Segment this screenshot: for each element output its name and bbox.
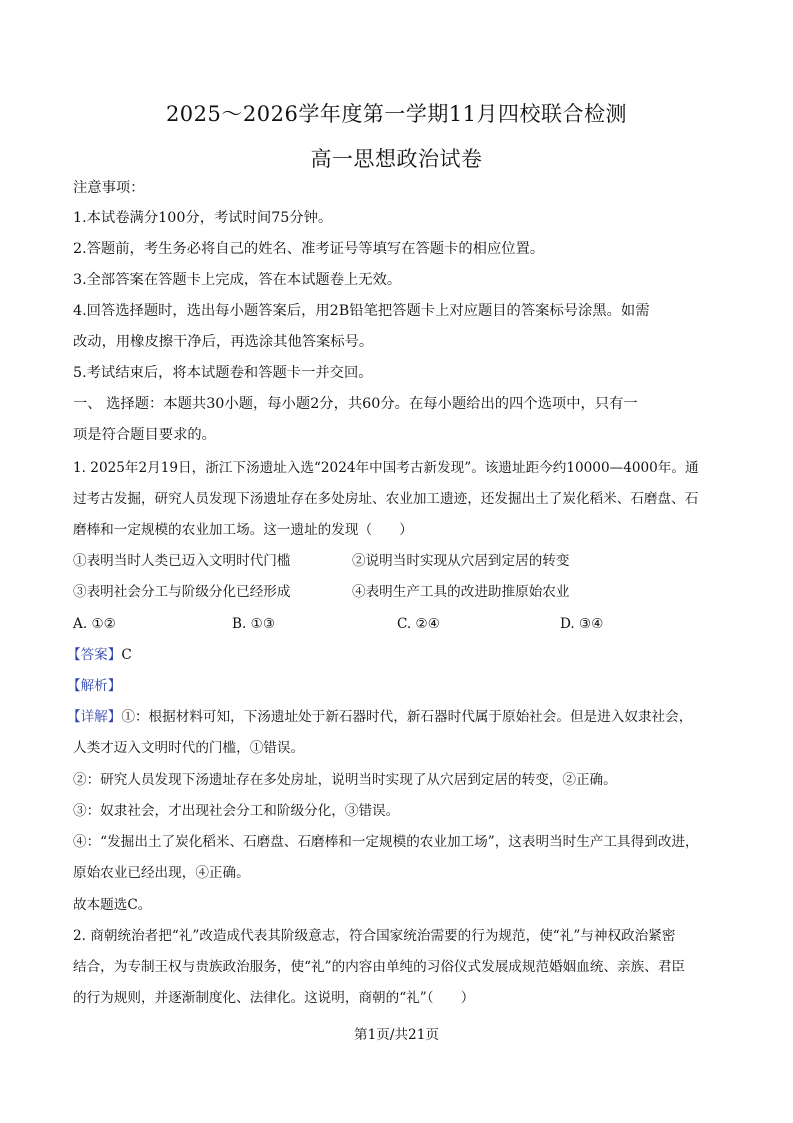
- answer-tag: 【答案】: [67, 647, 122, 663]
- exam-title: 2025～2026学年度第一学期11月四校联合检测: [165, 102, 628, 126]
- detail-line: ③：奴隶社会，才出现社会分工和阶级分化，③错误。: [73, 803, 400, 819]
- question-1-stem: 1. 2025年2月19日，浙江下汤遗址入选“2024年中国考古新发现”。该遗址距今约10000—4000年。通: [73, 460, 699, 476]
- detail-line: ②：研究人员发现下汤遗址存在多处房址，说明当时实现了从穴居到定居的转变，②正确。: [73, 772, 617, 788]
- choice-a: A. ①②: [73, 616, 116, 632]
- question-2-stem: 2. 商朝统治者把“礼”改造成代表其阶级意志，符合国家统治需要的行为规范，使“礼”与神权政治紧密: [73, 928, 676, 944]
- note-item: 3.全部答案在答题卡上完成，答在本试题卷上无效。: [73, 272, 402, 288]
- statement-4: ④表明生产工具的改进助推原始农业: [352, 584, 570, 600]
- choice-d: D. ③④: [560, 616, 604, 632]
- detail-line: 人类才迈入文明时代的门槛，①错误。: [73, 740, 305, 756]
- statement-1: ①表明当时人类已迈入文明时代门槛: [73, 553, 291, 569]
- note-item: 4.回答选择题时，选出每小题答案后，用2B铅笔把答题卡上对应题目的答案标号涂黑。如需: [73, 303, 650, 319]
- question-1-stem: 过考古发掘，研究人员发现下汤遗址存在多处房址、农业加工遗迹，还发掘出土了炭化稻米、石磨盘、石: [73, 491, 699, 507]
- notes-heading: 注意事项：: [73, 180, 145, 196]
- choice-c: C. ②④: [397, 616, 440, 632]
- answer-row: [67, 645, 132, 665]
- detail-row: [67, 707, 692, 727]
- page-footer: 第1页/共21页: [354, 1027, 439, 1043]
- section-heading: 一、 选择题：本题共30小题，每小题2分，共60分。在每小题给出的四个选项中，只有一: [73, 396, 638, 412]
- question-1-stem: 磨棒和一定规模的农业加工场。这一遗址的发现（ ）: [73, 522, 413, 538]
- detail-line: ④：“发掘出土了炭化稻米、石磨盘、石磨棒和一定规模的农业加工场”，这表明当时生产工具得到改进，: [73, 834, 699, 850]
- note-item: 5.考试结束后，将本试题卷和答题卡一并交回。: [73, 365, 373, 381]
- section-heading-cont: 项是符合题目要求的。: [73, 427, 216, 443]
- detail-tag: 【详解】: [67, 709, 122, 725]
- note-item: 2.答题前，考生务必将自己的姓名、准考证号等填写在答题卡的相应位置。: [73, 241, 545, 257]
- question-2-stem: 结合，为专制王权与贵族政治服务，使“礼”的内容由单纯的习俗仪式发展成规范婚姻血统、亲族、君臣: [73, 959, 686, 975]
- detail-line: ①：根据材料可知，下汤遗址处于新石器时代，新石器时代属于原始社会。但是进入奴隶社会，: [121, 709, 693, 725]
- detail-conclusion: 故本题选C。: [73, 897, 152, 913]
- statement-2: ②说明当时实现从穴居到定居的转变: [352, 553, 570, 569]
- question-2-stem: 的行为规则，并逐渐制度化、法律化。这说明，商朝的“礼”（ ）: [73, 990, 475, 1006]
- analysis-tag: 【解析】: [67, 678, 122, 694]
- exam-subtitle: 高一思想政治试卷: [310, 147, 483, 171]
- note-item: 改动，用橡皮擦干净后，再选涂其他答案标号。: [73, 334, 374, 350]
- detail-line: 原始农业已经出现，④正确。: [73, 865, 250, 881]
- statement-3: ③表明社会分工与阶级分化已经形成: [73, 584, 291, 600]
- note-item: 1.本试卷满分100分，考试时间75分钟。: [73, 210, 333, 226]
- choice-b: B. ①③: [232, 616, 276, 632]
- answer-value: C: [121, 647, 132, 663]
